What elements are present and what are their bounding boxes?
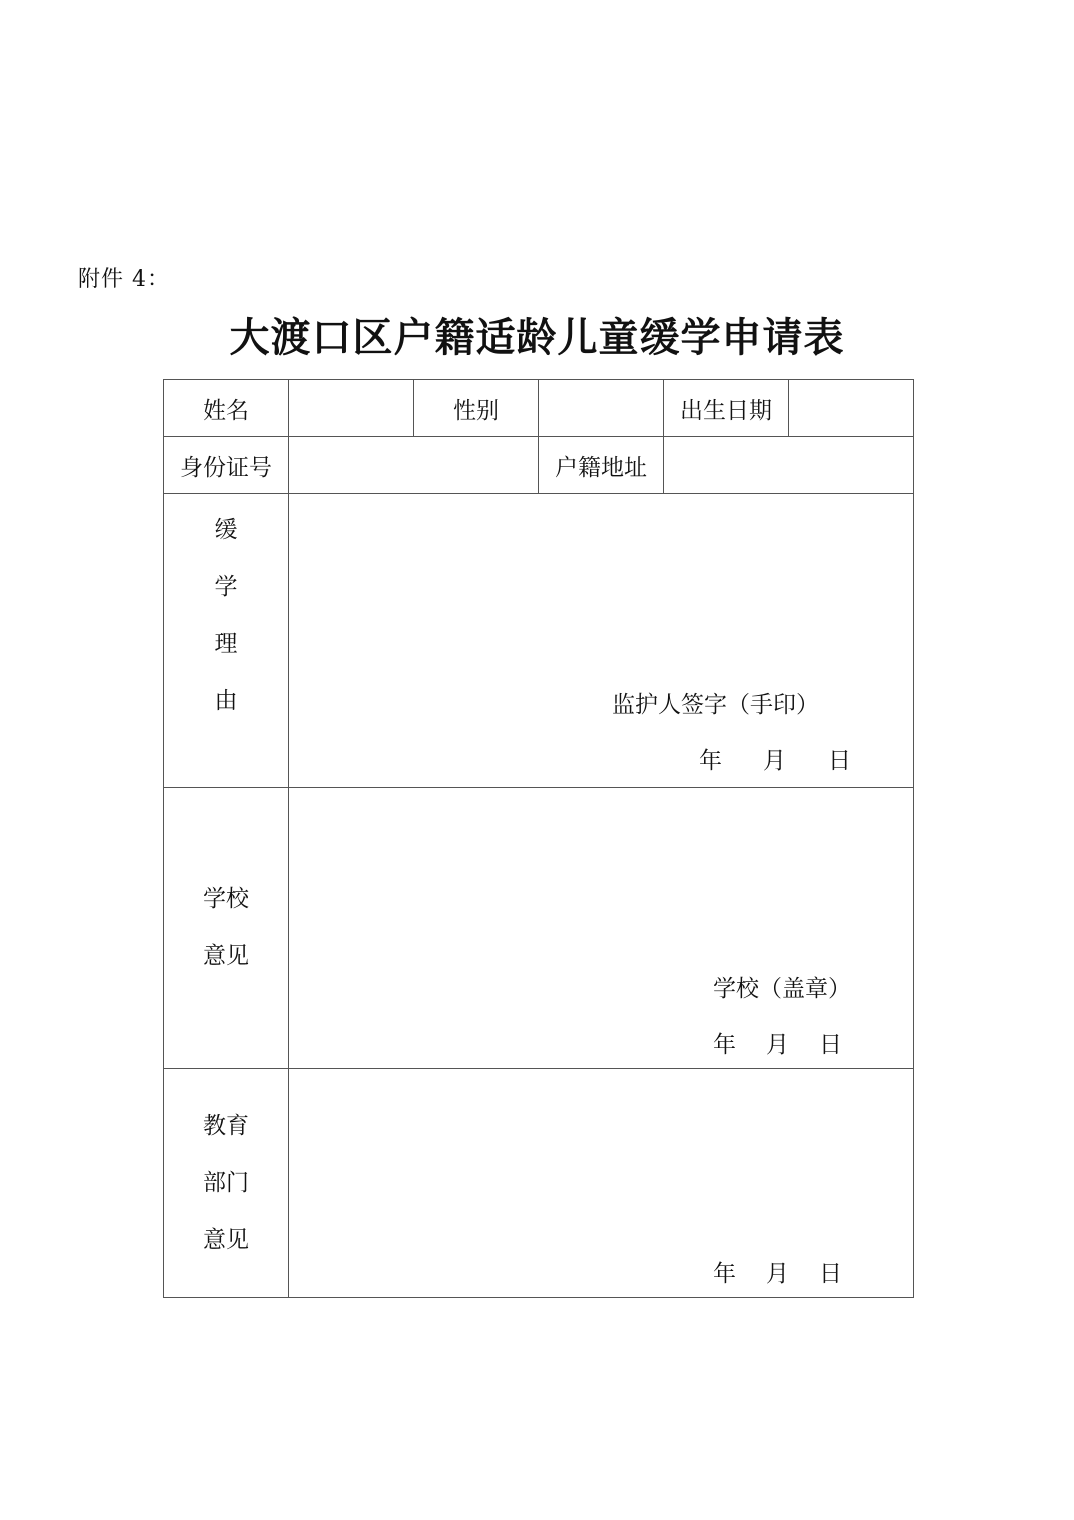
household-address-label: 户籍地址 [539,437,664,494]
deferral-reason-field[interactable] [289,494,914,788]
reason-label-char: 缓 [214,516,238,543]
year-label: 年 [699,748,722,774]
month-label: 月 [766,1261,789,1287]
school-opinion-label [164,788,289,1069]
attachment-label: 附件 4： [78,267,170,292]
year-label: 年 [713,1032,736,1058]
reason-label-char: 学 [214,573,238,600]
form-title: 大渡口区户籍适龄儿童缓学申请表 [229,314,845,361]
deferral-reason-label [164,494,289,788]
row-deferral-reason [164,494,914,788]
day-label: 日 [828,748,851,774]
birth-date-field[interactable] [789,380,914,437]
school-date [713,1026,842,1059]
year-label: 年 [713,1261,736,1287]
education-label-line: 意见 [203,1226,249,1253]
school-label-line: 意见 [203,943,249,969]
school-opinion-field[interactable] [289,788,914,1069]
reason-label-char: 理 [214,630,238,657]
row-education-opinion [164,1069,914,1298]
row-basic-info [164,380,914,437]
month-label: 月 [763,748,786,774]
name-field[interactable] [289,380,414,437]
reason-date [699,742,851,775]
day-label: 日 [819,1032,842,1058]
education-date [713,1255,842,1288]
reason-label-char: 由 [214,687,238,714]
id-number-label: 身份证号 [164,437,289,494]
name-label: 姓名 [164,380,289,437]
gender-field[interactable] [539,380,664,437]
id-number-field[interactable] [289,437,539,494]
household-address-field[interactable] [664,437,914,494]
application-form-table [163,379,914,1298]
row-school-opinion [164,788,914,1069]
birth-date-label: 出生日期 [664,380,789,437]
guardian-signature-label: 监护人签字（手印） [612,692,819,718]
gender-label: 性别 [414,380,539,437]
school-label-line: 学校 [203,886,249,912]
row-id-address [164,437,914,494]
education-opinion-field[interactable] [289,1069,914,1298]
education-label-line: 部门 [203,1169,249,1196]
month-label: 月 [766,1032,789,1058]
day-label: 日 [819,1261,842,1287]
education-label-line: 教育 [203,1112,249,1139]
school-seal-label: 学校（盖章） [713,976,851,1002]
education-opinion-label [164,1069,289,1298]
